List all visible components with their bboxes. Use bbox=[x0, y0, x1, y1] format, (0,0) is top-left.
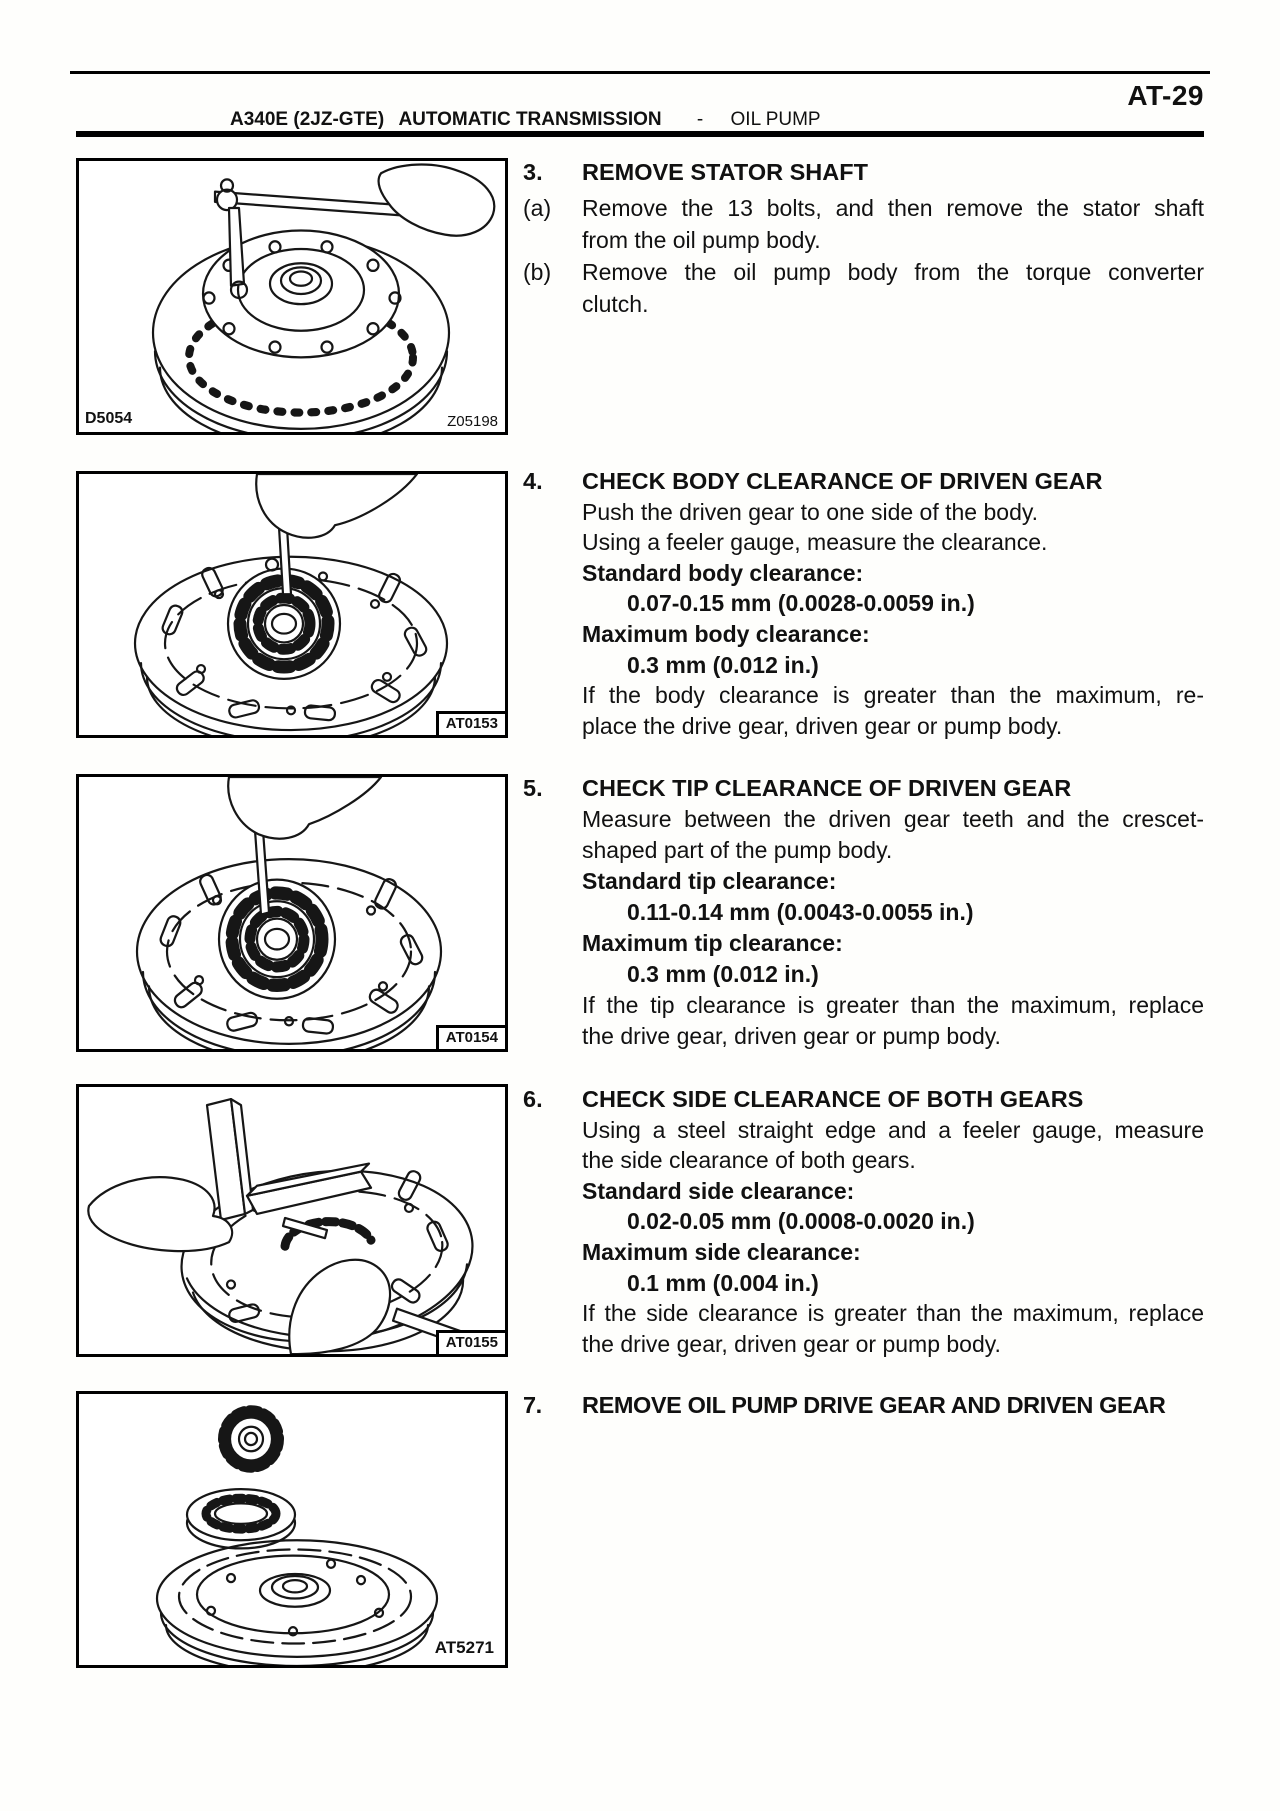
section-title: CHECK TIP CLEARANCE OF DRIVEN GEAR bbox=[582, 775, 1072, 801]
header-subsection: OIL PUMP bbox=[730, 109, 821, 130]
body-clearance-illustration bbox=[79, 474, 505, 735]
spec-label-line: Maximum side clearance: bbox=[582, 1238, 861, 1265]
header-model: A340E (2JZ-GTE) bbox=[230, 109, 385, 130]
section-number: 5. bbox=[523, 775, 543, 801]
text-line: Push the driven gear to one side of the body. bbox=[582, 498, 1039, 525]
text-line: (b) Remove the oil pump body from the torque converter bbox=[582, 256, 1204, 288]
section-heading bbox=[523, 1084, 1204, 1115]
section-remove-pump-gears bbox=[523, 1390, 1204, 1421]
section-heading bbox=[523, 156, 1204, 188]
text-line: place the drive gear, driven gear or pump body. bbox=[582, 712, 1063, 739]
exploded-gears-illustration bbox=[79, 1394, 505, 1665]
substep-label: (a) bbox=[523, 195, 552, 221]
running-header bbox=[230, 109, 821, 131]
header-section: AUTOMATIC TRANSMISSION bbox=[398, 109, 662, 130]
text-line: from the oil pump body. bbox=[582, 227, 821, 253]
page-number: AT-29 bbox=[1127, 80, 1204, 111]
text-line: the drive gear, driven gear or pump body. bbox=[582, 1330, 1001, 1357]
section-number: 4. bbox=[523, 468, 543, 494]
figure-code: AT5271 bbox=[434, 1638, 494, 1657]
section-title: REMOVE OIL PUMP DRIVE GEAR AND DRIVEN GEAR bbox=[582, 1392, 1166, 1418]
section-remove-stator-shaft bbox=[523, 156, 1204, 320]
text-line: the drive gear, driven gear or pump body. bbox=[582, 1023, 1001, 1049]
text-line: If the tip clearance is greater than the maximum, replace bbox=[582, 992, 1204, 1018]
figure-code: AT0154 bbox=[436, 1025, 508, 1052]
spec-label-line: Standard tip clearance: bbox=[582, 868, 837, 894]
section-check-body-clearance bbox=[523, 466, 1204, 741]
spec-value-line: 0.11-0.14 mm (0.0043-0.0055 in.) bbox=[627, 899, 974, 925]
figure-code: AT0155 bbox=[436, 1330, 508, 1357]
torque-converter-illustration bbox=[79, 161, 505, 432]
text-line: (a) Remove the 13 bolts, and then remove the stator shaft bbox=[582, 192, 1204, 224]
figure-side-clearance-check bbox=[76, 1084, 508, 1357]
section-title: REMOVE STATOR SHAFT bbox=[582, 159, 868, 185]
section-heading bbox=[523, 466, 1204, 497]
figure-stator-shaft-removal bbox=[76, 158, 508, 435]
section-heading bbox=[523, 773, 1204, 804]
figure-body-clearance-check bbox=[76, 471, 508, 738]
section-number: 6. bbox=[523, 1086, 543, 1112]
section-heading bbox=[523, 1390, 1204, 1421]
spec-label-line: Maximum body clearance: bbox=[582, 620, 870, 647]
section-number: 7. bbox=[523, 1392, 542, 1418]
text-line: If the body clearance is greater than the maximum, re- bbox=[582, 682, 1204, 709]
section-check-tip-clearance bbox=[523, 773, 1204, 1052]
section-number: 3. bbox=[523, 159, 543, 185]
spec-value-line: 0.02-0.05 mm (0.0008-0.0020 in.) bbox=[627, 1208, 975, 1235]
spec-value-line: 0.07-0.15 mm (0.0028-0.0059 in.) bbox=[627, 590, 975, 617]
figure-code-secondary: Z05198 bbox=[447, 413, 498, 430]
text-line: clutch. bbox=[582, 291, 649, 317]
substep-label: (b) bbox=[523, 259, 552, 285]
section-title: CHECK BODY CLEARANCE OF DRIVEN GEAR bbox=[582, 468, 1103, 494]
spec-value-line: 0.3 mm (0.012 in.) bbox=[627, 961, 819, 987]
figure-oil-pump-gears-exploded bbox=[76, 1391, 508, 1668]
figure-tip-clearance-check bbox=[76, 774, 508, 1052]
spec-value-line: 0.3 mm (0.012 in.) bbox=[627, 651, 819, 678]
spec-label-line: Standard body clearance: bbox=[582, 559, 864, 586]
spec-label-line: Standard side clearance: bbox=[582, 1177, 855, 1204]
text-line: Measure between the driven gear teeth and the crescet- bbox=[582, 806, 1204, 832]
spec-value-line: 0.1 mm (0.004 in.) bbox=[627, 1269, 819, 1296]
text-line: shaped part of the pump body. bbox=[582, 837, 893, 863]
text-line: If the side clearance is greater than the maximum, replace bbox=[582, 1300, 1204, 1327]
header-rule bbox=[76, 131, 1204, 137]
text-line: Using a steel straight edge and a feeler gauge, measure bbox=[582, 1116, 1204, 1143]
side-clearance-illustration bbox=[79, 1087, 505, 1354]
section-title: CHECK SIDE CLEARANCE OF BOTH GEARS bbox=[582, 1086, 1084, 1112]
tip-clearance-illustration bbox=[79, 777, 505, 1049]
text-line: Using a feeler gauge, measure the clearance. bbox=[582, 529, 1048, 556]
section-check-side-clearance bbox=[523, 1084, 1204, 1359]
top-rule bbox=[70, 71, 1210, 74]
text-line: the side clearance of both gears. bbox=[582, 1147, 916, 1174]
figure-code: AT0153 bbox=[436, 711, 508, 738]
header-separator: - bbox=[696, 109, 704, 130]
figure-code: D5054 bbox=[85, 410, 133, 427]
spec-label-line: Maximum tip clearance: bbox=[582, 930, 843, 956]
